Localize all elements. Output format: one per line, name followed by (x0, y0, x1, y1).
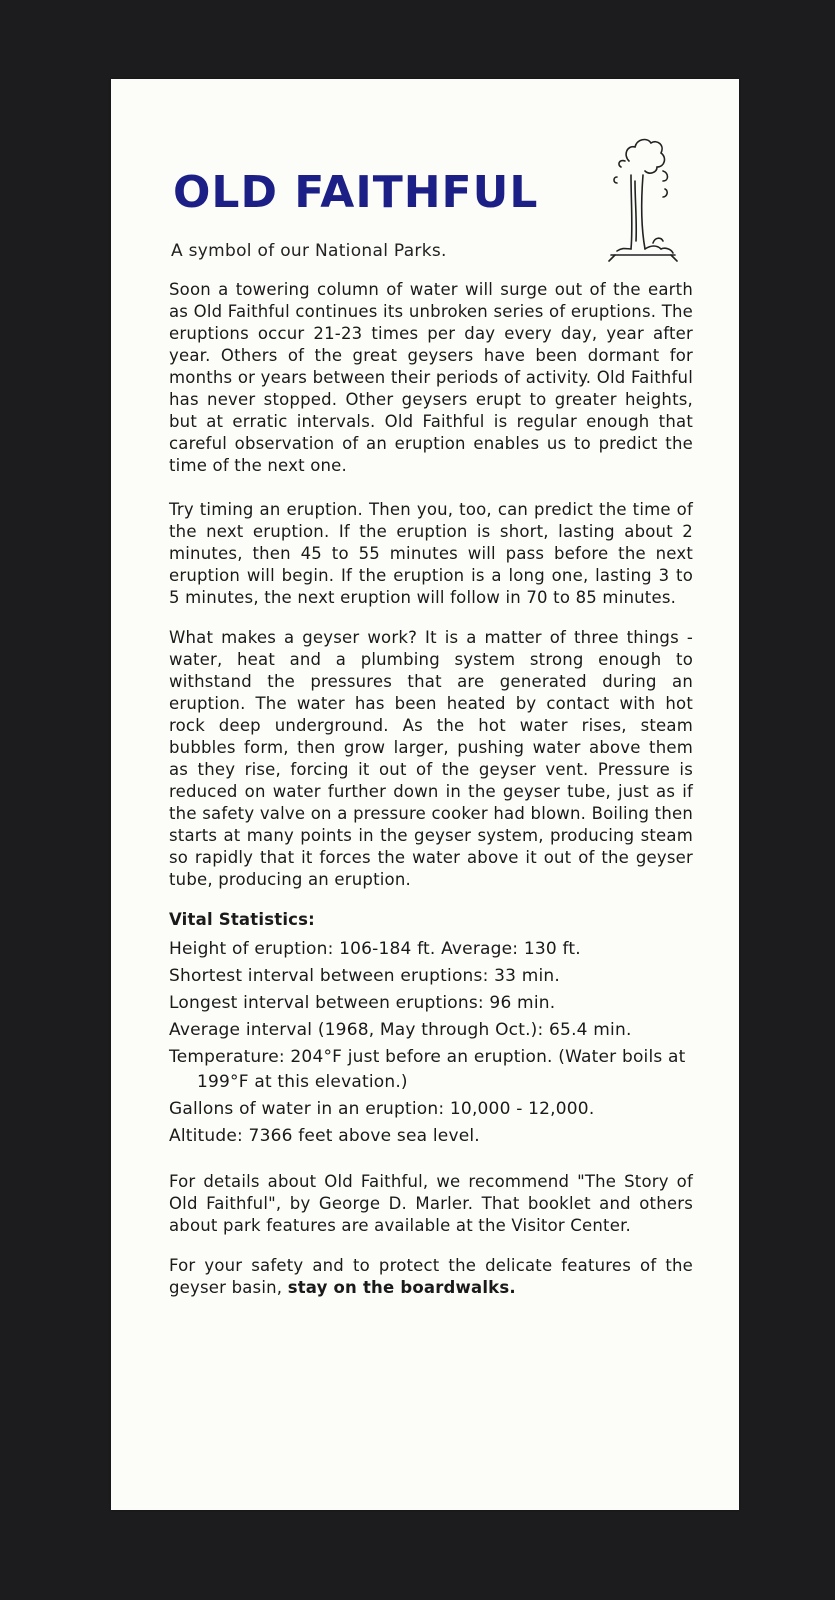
stat-longest-interval: Longest interval between eruptions: 96 min. (169, 993, 556, 1013)
brochure-page (111, 79, 739, 1510)
paragraph-timing: Try timing an eruption. Then you, too, can predict the time of the next eruption. If the eruption is short, lasting about 2 minutes, then 45 to 55 minutes will pass before the next eruption will begin. If the eruption is a long one, lasting 3 to 5 minutes, the next eruption will follow in 70 to 85 minutes. (169, 500, 693, 607)
stat-average-interval: Average interval (1968, May through Oct.): 65.4 min. (169, 1020, 632, 1040)
stat-altitude: Altitude: 7366 feet above sea level. (169, 1126, 480, 1146)
geyser-icon (607, 131, 679, 263)
stat-temperature: Temperature: 204°F just before an eruption. (Water boils at 199°F at this elevation.) (169, 1047, 686, 1092)
page-title: OLD FAITHFUL (173, 167, 539, 218)
stat-shortest-interval: Shortest interval between eruptions: 33 min. (169, 966, 561, 986)
paragraph-details: For details about Old Faithful, we recommend "The Story of Old Faithful", by George D. Marler. That booklet and others about park features are available at the Visitor Center. (169, 1172, 693, 1235)
stat-height: Height of eruption: 106-184 ft. Average: 130 ft. (169, 939, 581, 959)
stats-heading: Vital Statistics: (169, 910, 315, 929)
stats-list (169, 937, 693, 1149)
paragraph-intro: Soon a towering column of water will surge out of the earth as Old Faithful continues its unbroken series of eruptions. The eruptions occur 21-23 times per day every day, year after year. Others of the great geysers have been dormant for months or years between their periods of activity. Old Faithful has never stopped. Other geysers erupt to greater heights, but at erratic intervals. Old Faithful is regular enough that careful observation of an eruption enables us to predict the time of the next one. (169, 280, 693, 475)
safety-text: For your safety and to protect the delicate features of the geyser basin, (169, 1256, 693, 1297)
stat-gallons: Gallons of water in an eruption: 10,000 - 12,000. (169, 1099, 595, 1119)
paragraph-how-geysers-work: What makes a geyser work? It is a matter of three things - water, heat and a plumbing system strong enough to withstand the pressures that are generated during an eruption. The water has been heated by contact with hot rock deep underground. As the hot water rises, steam bubbles form, then grow larger, pushing water above them as they rise, forcing it out of the geyser vent. Pressure is reduced on water further down in the geyser tube, just as if the safety valve on a pressure cooker had blown. Boiling then starts at many points in the geyser system, producing steam so rapidly that it forces the water above it out of the geyser tube, producing an eruption. (169, 628, 693, 889)
safety-emphasis: stay on the boardwalks. (287, 1278, 516, 1297)
body-content (169, 279, 693, 1317)
subtitle: A symbol of our National Parks. (171, 241, 447, 261)
paragraph-safety (169, 1255, 693, 1299)
